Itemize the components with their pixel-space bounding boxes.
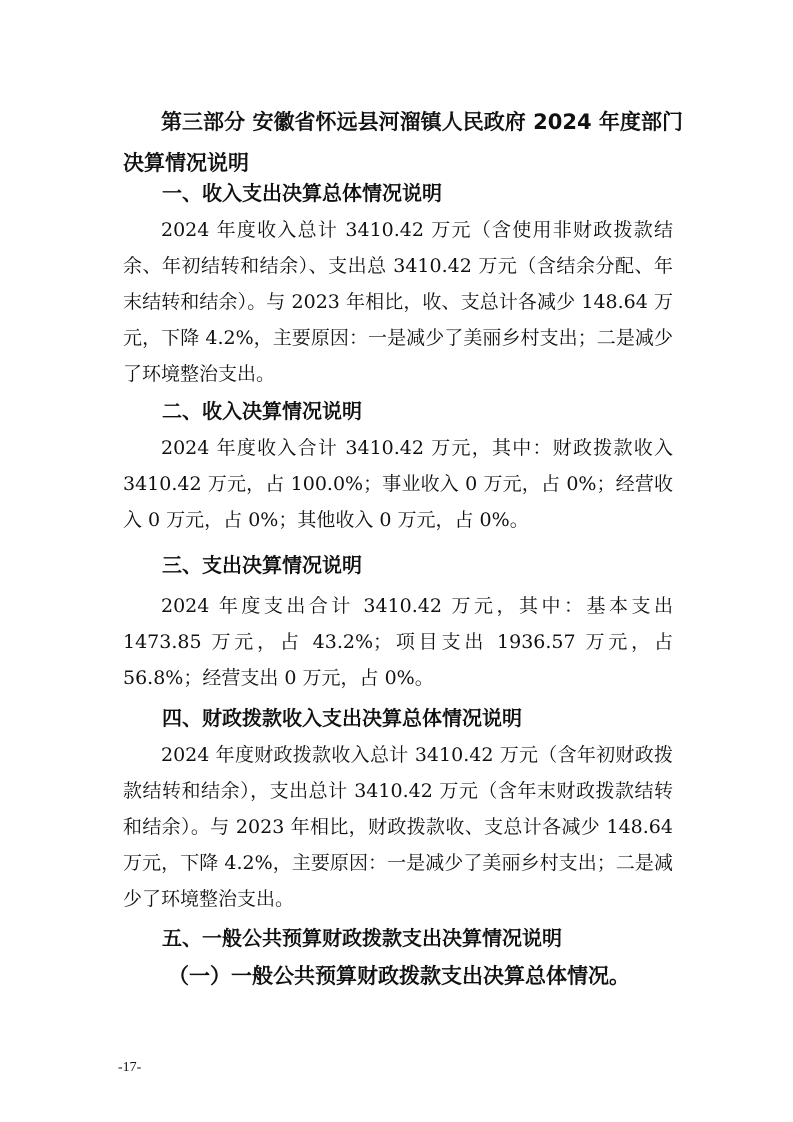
subsection-heading: （一）一般公共预算财政拨款支出决算总体情况。 <box>168 964 630 988</box>
section-1-heading: 一、收入支出决算总体情况说明 <box>162 181 442 205</box>
section-5-heading: 五、一般公共预算财政拨款支出决算情况说明 <box>162 926 562 950</box>
section-3-body: 2024 年度支出合计 3410.42 万元，其中：基本支出 1473.85 万元，占 43.2%；项目支出 1936.57 万元，占 56.8%；经营支出 0 万元，占 0%。 <box>123 595 673 689</box>
section-2-body: 2024 年度收入合计 3410.42 万元，其中：财政拨款收入 3410.42 万元，占 100.0%；事业收入 0 万元，占 0%；经营收入 0 万元，占 0%；其他收入 0 万元，占 0%。 <box>123 437 673 531</box>
section-1-body: 2024 年度收入总计 3410.42 万元（含使用非财政拨款结余、年初结转和结余）、支出总 3410.42 万元（含结余分配、年末结转和结余）。与 2023 年相比，收、支总计各减少 148.64 万元，下降 4.2%，主要原因：一是减少了美丽乡村支出；二是减少了环境整治支出。 <box>123 219 673 385</box>
section-2-heading: 二、收入决算情况说明 <box>162 399 362 423</box>
page-number: -17- <box>118 1060 142 1075</box>
document-title: 第三部分 安徽省怀远县河溜镇人民政府 2024 年度部门决算情况说明 <box>123 110 683 175</box>
section-4-body: 2024 年度财政拨款收入总计 3410.42 万元（含年初财政拨款结转和结余），支出总计 3410.42 万元（含年末财政拨款结转和结余）。与 2023 年相比，财政拨款收、支总计各减少 148.64 万元，下降 4.2%，主要原因：一是减少了美丽乡村支出；二是减少了环境整治支出。 <box>123 744 673 910</box>
section-3-heading: 三、支出决算情况说明 <box>162 553 362 577</box>
section-4-heading: 四、财政拨款收入支出决算总体情况说明 <box>162 706 522 730</box>
